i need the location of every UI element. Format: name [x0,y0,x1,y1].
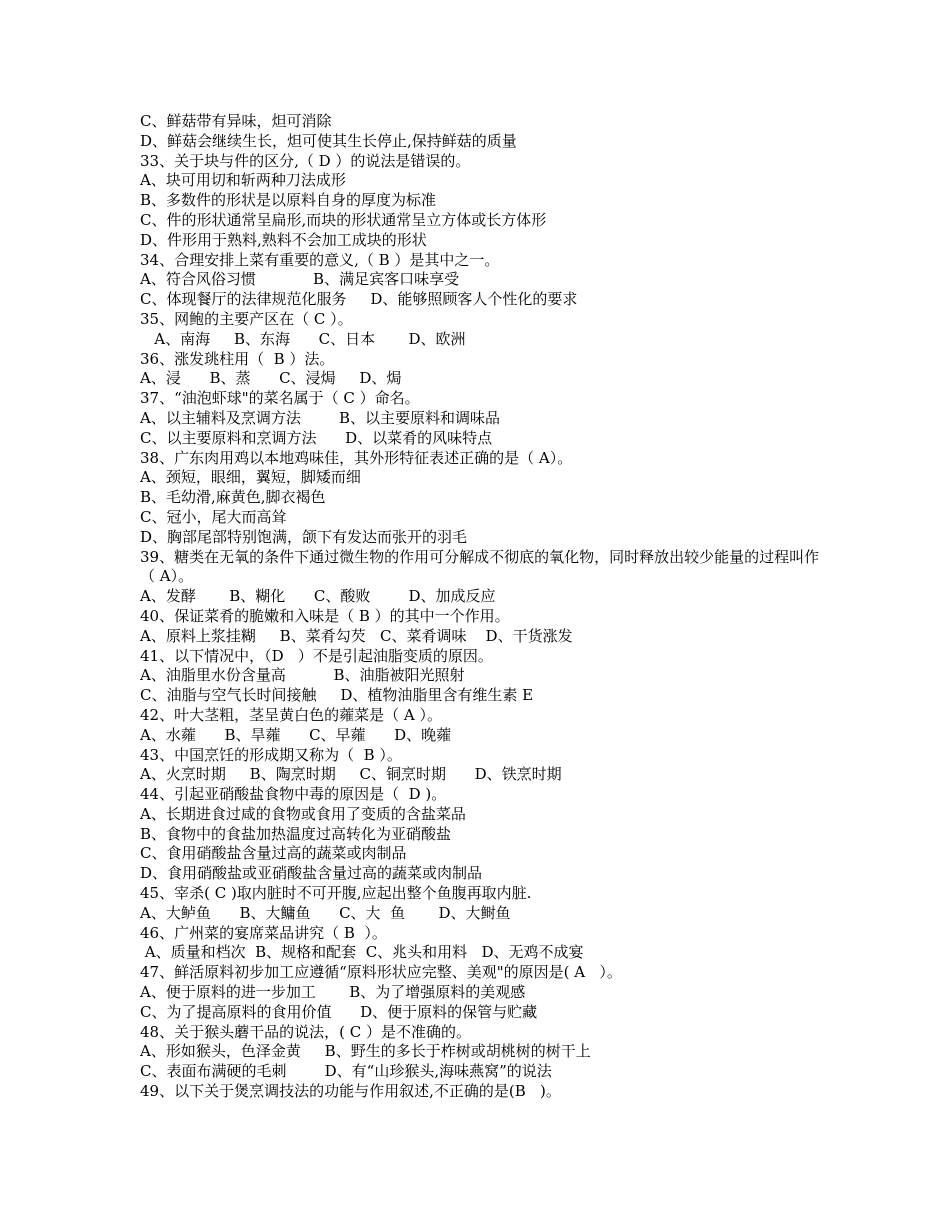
question-49: 49、以下关于煲烹调技法的功能与作用叙述,不正确的是(B )。 [140,1082,561,1101]
question-36: 36、涨发珧柱用（ B ）法。 [140,349,335,368]
option-line: C、体现餐厅的法律规范化服务 D、能够照顾客人个性化的要求 [140,290,578,309]
option-line: A、便于原料的进一步加工 B、为了增强原料的美观感 [140,983,526,1002]
option-line: C、油脂与空气长时间接触 D、植物油脂里含有维生素 E [140,686,534,705]
text-line: D、鲜菇会继续生长，炟可使其生长停止,保持鲜菇的质量 [140,131,517,150]
option-line: A、符合风俗习惯 B、满足宾客口味享受 [140,270,460,289]
option-line: B、多数件的形状是以原料自身的厚度为标准 [140,191,437,210]
question-45: 45、宰杀( C )取内脏时不可开腹,应起出整个鱼腹再取内脏. [140,884,532,903]
option-line: C、以主要原料和烹调方法 D、以菜肴的风味特点 [140,428,493,447]
option-line: A、长期进食过咸的食物或食用了变质的含盐菜品 [140,804,466,823]
option-line: A、质量和档次 B、规格和配套 C、兆头和用料 D、无鸡不成宴 [140,943,584,962]
option-line: A、发酵 B、糊化 C、酸败 D、加成反应 [140,587,496,606]
question-35: 35、网鲍的主要产区在（ C ）。 [140,309,353,328]
document-body [140,112,820,1102]
option-line: A、油脂里水份含量高 B、油脂被阳光照射 [140,666,465,685]
option-line: A、以主辅料及烹调方法 B、以主要原料和调味品 [140,408,501,427]
question-37: 37、“油泡虾球"的菜名属于（ C ）命名。 [140,389,420,408]
option-line: A、火烹时期 B、陶烹时期 C、铜烹时期 D、铁烹时期 [140,765,562,784]
question-43: 43、中国烹饪的形成期又称为（ B ）。 [140,745,402,764]
option-line: B、食物中的食盐加热温度过高转化为亚硝酸盐 [140,824,452,843]
option-line: A、原料上浆挂糊 B、菜肴勾芡 C、菜肴调味 D、干货涨发 [140,626,573,645]
option-line: A、大鲈鱼 B、大鳙鱼 C、大 鱼 D、大鲥鱼 [140,903,511,922]
option-line: B、毛幼滑,麻黄色,脚衣褐色 [140,488,326,507]
question-40: 40、保证菜肴的脆嫩和入味是（ B ）的其中一个作用。 [140,606,510,625]
option-line: A、形如猴头，色泽金黄 B、野生的多长于柞树或胡桃树的树干上 [140,1042,591,1061]
question-39: 39、糖类在无氧的条件下通过微生物的作用可分解成不彻底的氧化物，同时释放出较少能量的过程叫作（ A）。 [140,547,820,586]
question-38: 38、广东肉用鸡以本地鸡味佳，其外形特征表述正确的是（ A）。 [140,448,573,467]
question-46: 46、广州菜的宴席菜品讲究（ B ）。 [140,923,387,942]
question-41: 41、以下情况中，（D ）不是引起油脂变质的原因。 [140,646,493,665]
question-47: 47、鲜活原料初步加工应遵循“原料形状应完整、美观"的原因是( A ）。 [140,963,622,982]
option-line: D、食用硝酸盐或亚硝酸盐含量过高的蔬菜或肉制品 [140,864,483,883]
option-line: A、浸 B、蒸 C、浸焗 D、焗 [140,369,402,388]
option-line: A、块可用切和斩两种刀法成形 [140,171,346,190]
question-44: 44、引起亚硝酸盐食物中毒的原因是（ D )。 [140,785,447,804]
option-line: C、表面布满硬的毛刺 D、有“山珍猴头,海味燕窝”的说法 [140,1062,552,1081]
option-line: C、冠小，尾大而高耸 [140,507,287,526]
option-line: A、南海 B、东海 C、日本 D、欧洲 [140,329,466,348]
option-line: D、胸部尾部特别饱满，颌下有发达而张开的羽毛 [140,527,468,546]
text-line: C、鲜菇带有异味，炟可消除 [140,112,332,130]
option-line: A、颈短，眼细，翼短，脚矮而细 [140,468,361,487]
option-line: D、件形用于熟料,熟料不会加工成块的形状 [140,230,427,249]
option-line: C、件的形状通常呈扁形,而块的形状通常呈立方体或长方体形 [140,210,547,229]
option-line: A、水蕹 B、旱蕹 C、早蕹 D、晚蕹 [140,725,452,744]
option-line: C、食用硝酸盐含量过高的蔬菜或肉制品 [140,844,407,863]
option-line: C、为了提高原料的食用价值 D、便于原料的保管与贮藏 [140,1002,538,1021]
question-34: 34、合理安排上菜有重要的意义,（ B ）是其中之一。 [140,250,500,269]
question-42: 42、叶大茎粗，茎呈黄白色的蕹菜是（ A ）。 [140,705,442,724]
question-33: 33、关于块与件的区分,（ D ）的说法是错误的。 [140,151,471,170]
question-48: 48、关于猴头蘑干品的说法，( C ）是不准确的。 [140,1022,471,1041]
